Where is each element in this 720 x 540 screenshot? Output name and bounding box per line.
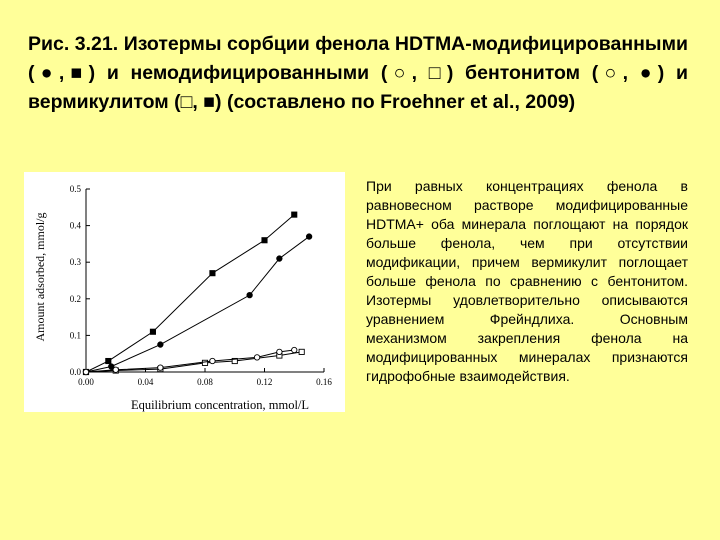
- y-tick-label: 0.2: [69, 293, 81, 304]
- data-point-filled-circle: [158, 342, 163, 347]
- data-point-open-square: [202, 360, 207, 365]
- data-point-open-circle: [210, 358, 215, 363]
- figure-caption: Рис. 3.21. Изотермы сорбции фенола HDTMA-модифицированными (●,■) и немодифицированными (○, □) бентонитом (○, ●) и вермикулитом (□, ■) (составлено по Froehner et al., 2009): [28, 33, 688, 113]
- x-tick-label: 0.00: [78, 377, 94, 387]
- y-tick-label: 0.4: [69, 220, 81, 231]
- data-point-filled-square: [150, 329, 155, 334]
- data-point-filled-square: [262, 238, 267, 243]
- y-tick-label: 0.3: [69, 257, 81, 268]
- chart-series: [83, 212, 312, 375]
- x-tick-label: 0.12: [256, 377, 273, 387]
- data-point-filled-circle: [277, 256, 282, 261]
- data-point-open-circle: [254, 355, 259, 360]
- x-tick-label: 0.16: [316, 377, 332, 387]
- data-point-open-circle: [113, 367, 118, 372]
- data-point-open-square: [299, 349, 304, 354]
- explanation-text: При равных концентрациях фенола в равновесном растворе модифицированные HDTMA+ оба минерала поглощают на порядок больше фенола, чем при отсутствии модификации, причем вермикулит поглощает больше фенола по сравнению с бентонитом. Изотермы удовлетворительно описываются уравнением Фрейндлиха. Основным механизмом закрепления фенола на модифицированных минералах признаются гидрофобные взаимодействия.: [366, 178, 688, 384]
- data-point-filled-circle: [306, 234, 311, 239]
- data-point-filled-square: [210, 271, 215, 276]
- y-tick-label: 0.5: [69, 184, 81, 194]
- x-axis-label: Equilibrium concentration, mmol/L: [130, 398, 310, 412]
- data-point-filled-square: [292, 212, 297, 217]
- data-point-filled-square: [106, 358, 111, 363]
- data-point-open-circle: [292, 347, 297, 352]
- y-axis-label: Amount adsorbed, mmol/g: [33, 212, 47, 342]
- chart-svg: [24, 172, 345, 412]
- y-tick-label: 0.1: [69, 330, 81, 341]
- x-tick-label: 0.04: [137, 377, 154, 387]
- y-tick-label: 0.0: [69, 367, 81, 377]
- data-point-filled-circle: [247, 292, 252, 297]
- data-point-open-circle: [277, 349, 282, 354]
- sorption-isotherm-chart: [24, 172, 345, 412]
- series-line-filled-circle: [86, 237, 309, 372]
- data-point-open-circle: [158, 365, 163, 370]
- x-tick-label: 0.08: [197, 377, 213, 387]
- data-point-open-circle: [83, 369, 88, 374]
